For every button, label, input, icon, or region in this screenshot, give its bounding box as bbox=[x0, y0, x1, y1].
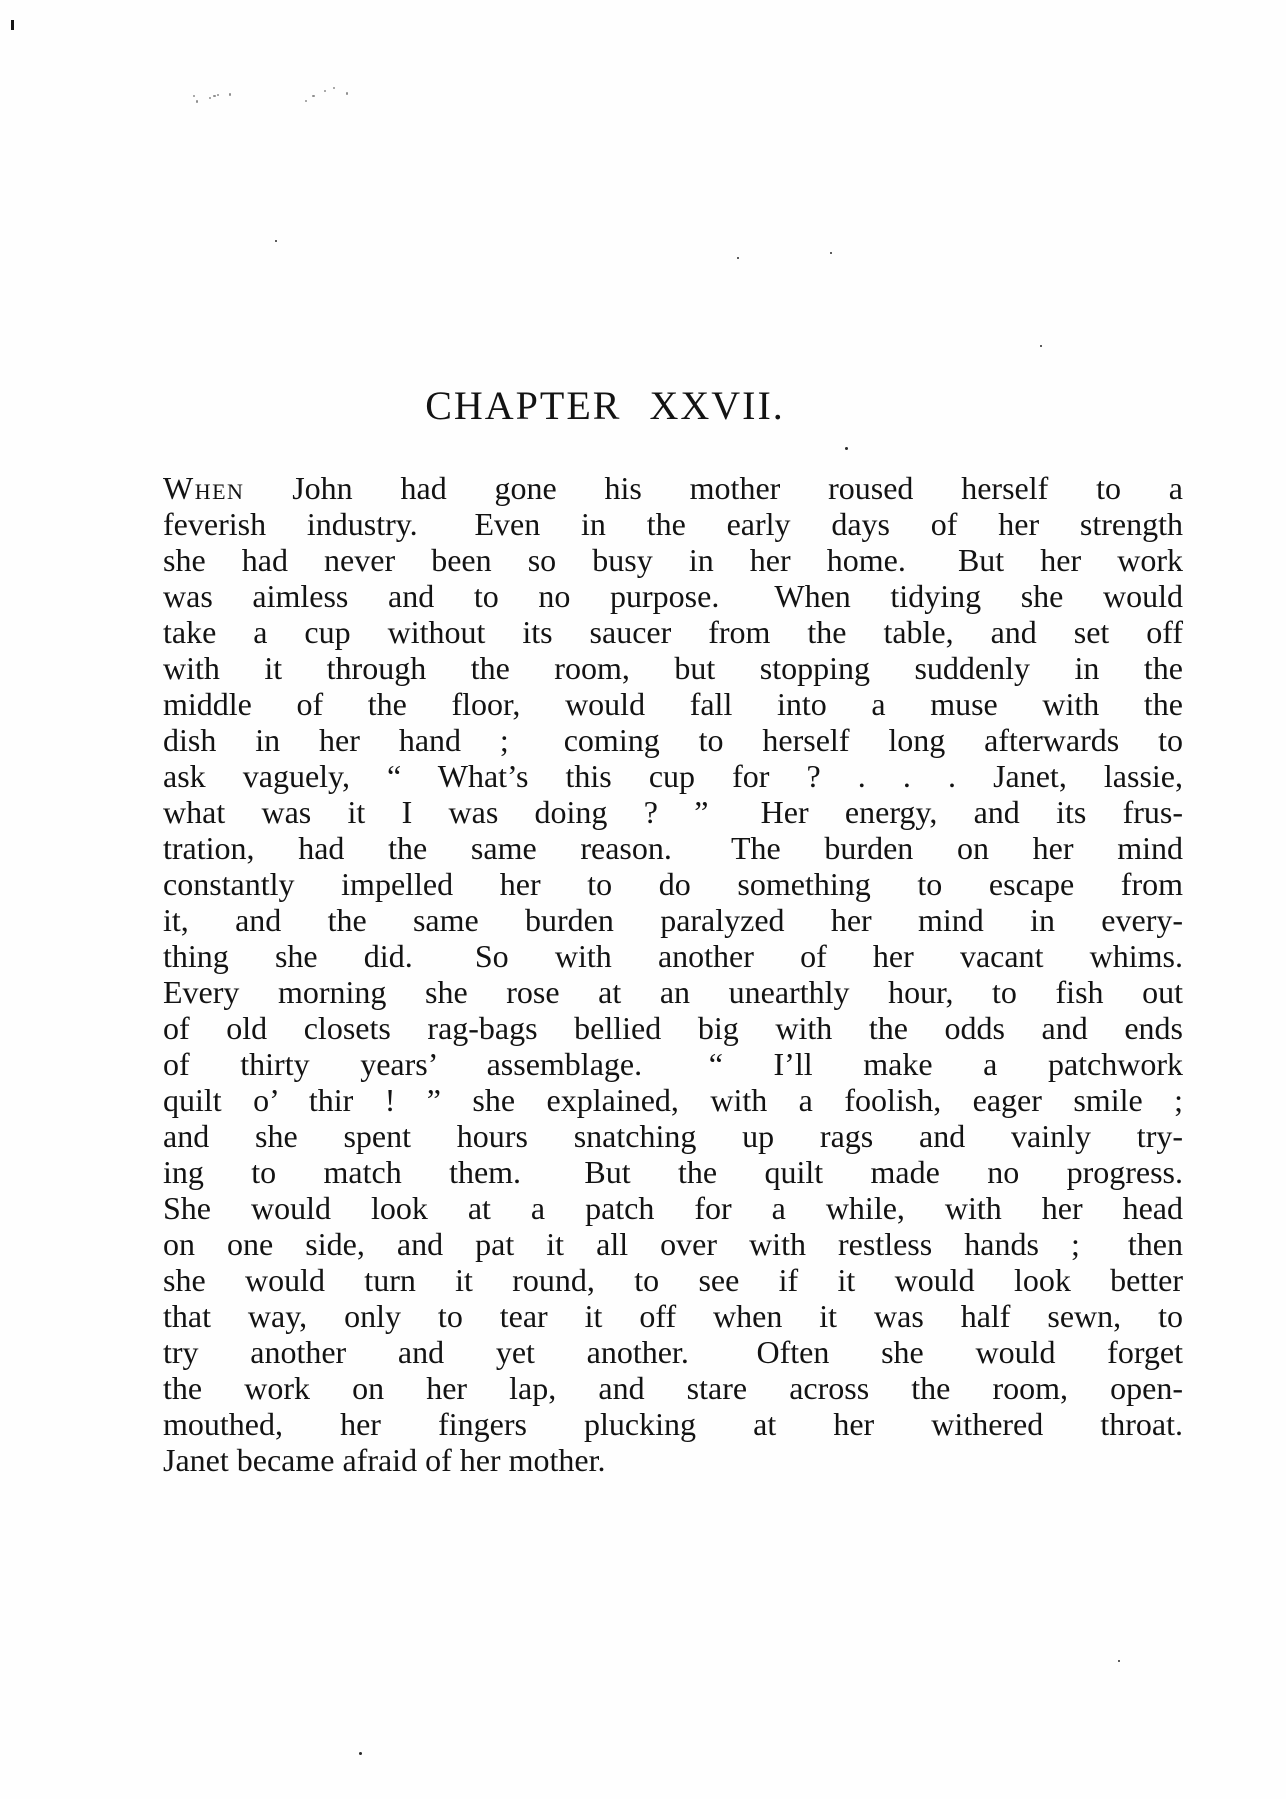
ink-speck bbox=[845, 447, 848, 450]
text-line: feverish industry. Even in the early days of her strength bbox=[163, 506, 1183, 542]
text-line: was aimless and to no purpose. When tidying she would bbox=[163, 578, 1183, 614]
text-line: it, and the same burden paralyzed her mind in every- bbox=[163, 902, 1183, 938]
ink-speck bbox=[830, 252, 832, 254]
text-line: she would turn it round, to see if it would look better bbox=[163, 1262, 1183, 1298]
text-line: ask vaguely, “ What’s this cup for ? . . . Janet, lassie, bbox=[163, 758, 1183, 794]
text-line: middle of the floor, would fall into a muse with the bbox=[163, 686, 1183, 722]
text-line: mouthed, her fingers plucking at her withered throat. bbox=[163, 1406, 1183, 1442]
text-line: She would look at a patch for a while, with her head bbox=[163, 1190, 1183, 1226]
chapter-heading: CHAPTER XXVII. bbox=[425, 383, 785, 428]
ink-speck bbox=[11, 20, 14, 30]
text-line: what was it I was doing ? ” Her energy, and its frus- bbox=[163, 794, 1183, 830]
text-line: of old closets rag-bags bellied big with the odds and ends bbox=[163, 1010, 1183, 1046]
text-line: When John had gone his mother roused herself to a bbox=[163, 470, 1183, 506]
text-line: on one side, and pat it all over with restless hands ; then bbox=[163, 1226, 1183, 1262]
ink-speck bbox=[359, 1752, 362, 1755]
text-line: quilt o’ thir ! ” she explained, with a foolish, eager smile ; bbox=[163, 1082, 1183, 1118]
lead-word: When bbox=[163, 470, 245, 506]
text-line: dish in her hand ; coming to herself long afterwards to bbox=[163, 722, 1183, 758]
text-line: Every morning she rose at an unearthly hour, to fish out bbox=[163, 974, 1183, 1010]
paragraph bbox=[163, 470, 1183, 1478]
text-line: with it through the room, but stopping suddenly in the bbox=[163, 650, 1183, 686]
text-line: she had never been so busy in her home. But her work bbox=[163, 542, 1183, 578]
text-line: tration, had the same reason. The burden on her mind bbox=[163, 830, 1183, 866]
text-line: try another and yet another. Often she would forget bbox=[163, 1334, 1183, 1370]
ink-speck bbox=[1040, 345, 1042, 347]
text-line: Janet became afraid of her mother. bbox=[163, 1442, 606, 1478]
text-line: thing she did. So with another of her vacant whims. bbox=[163, 938, 1183, 974]
text-line: that way, only to tear it off when it was half sewn, to bbox=[163, 1298, 1183, 1334]
text-line: constantly impelled her to do something to escape from bbox=[163, 866, 1183, 902]
text-line: and she spent hours snatching up rags and vainly try- bbox=[163, 1118, 1183, 1154]
text-line: ing to match them. But the quilt made no progress. bbox=[163, 1154, 1183, 1190]
ink-speck bbox=[737, 257, 739, 259]
text-line: take a cup without its saucer from the table, and set off bbox=[163, 614, 1183, 650]
text-line: of thirty years’ assemblage. “ I’ll make a patchwork bbox=[163, 1046, 1183, 1082]
ink-speck bbox=[1118, 1660, 1120, 1662]
text-line: the work on her lap, and stare across the room, open- bbox=[163, 1370, 1183, 1406]
ink-speck bbox=[275, 240, 277, 242]
